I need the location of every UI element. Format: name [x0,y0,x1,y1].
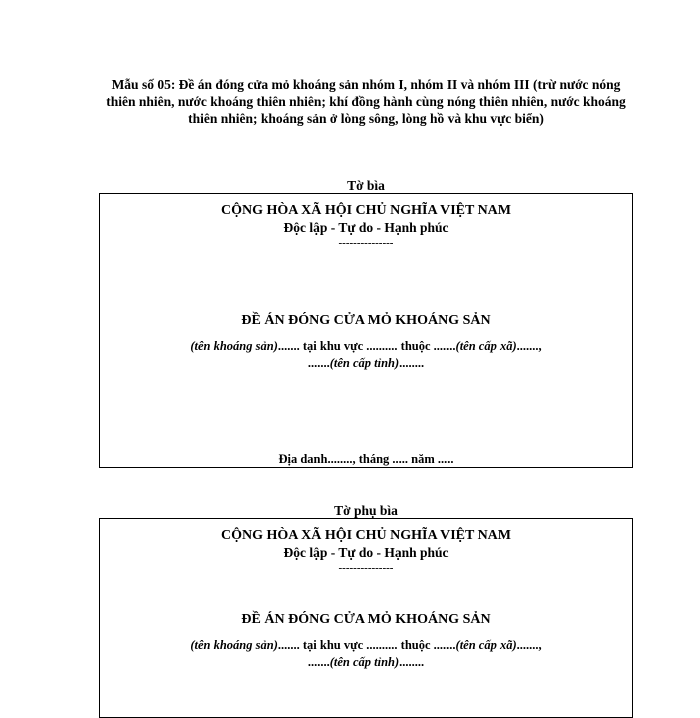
cover-document-title: ĐỀ ÁN ĐÓNG CỬA MỎ KHOÁNG SẢN [241,313,491,328]
cover-frame [99,193,633,468]
cover-mineral-name-placeholder: (tên khoáng sản) [190,339,278,353]
cover-desc-prefix: ....... [307,356,330,370]
subcover-area-text: ....... tại khu vực .......... thuộc ....... [277,638,456,652]
cover-desc-suffix: ......., [516,339,542,353]
subcover-province-placeholder: (tên cấp tỉnh) [329,655,400,669]
cover-motto: Độc lập - Tự do - Hạnh phúc [283,220,449,235]
cover-place-date: Địa danh........, tháng ..... năm ..... [278,452,454,466]
subcover-commune-placeholder: (tên cấp xã) [455,638,517,652]
subcover-desc-end: ........ [399,655,425,669]
cover-divider: --------------- [338,237,394,249]
subcover-document-title: ĐỀ ÁN ĐÓNG CỬA MỎ KHOÁNG SẢN [241,612,491,627]
cover-desc-end: ........ [399,356,425,370]
cover-description-line-1 [100,339,632,354]
subcover-desc-prefix: ....... [307,655,330,669]
subcover-description-line-1 [100,638,632,653]
cover-label: Tờ bìa [347,178,385,193]
form-title: Mẫu số 05: Đề án đóng cửa mỏ khoáng sản nhóm I, nhóm II và nhóm III (trừ nước nóng thiên nhiên, nước khoáng thiên nhiên; khí đồng hành cùng nóng thiên nhiên, nước khoáng thiên nhiên; khoáng sản ở lòng sông, lòng hồ và khu vực biển) [106,77,626,126]
subcover-frame [99,518,633,718]
subcover-mineral-name-placeholder: (tên khoáng sản) [190,638,278,652]
cover-province-placeholder: (tên cấp tỉnh) [329,356,400,370]
subcover-desc-suffix: ......., [516,638,542,652]
cover-description-line-2 [100,356,632,371]
subcover-divider: --------------- [338,562,394,574]
subcover-nation-heading: CỘNG HÒA XÃ HỘI CHỦ NGHĨA VIỆT NAM [220,528,511,543]
subcover-description-line-2 [100,655,632,670]
cover-nation-heading: CỘNG HÒA XÃ HỘI CHỦ NGHĨA VIỆT NAM [220,203,511,218]
cover-area-text: ....... tại khu vực .......... thuộc ....... [277,339,456,353]
subcover-label: Tờ phụ bìa [334,503,398,518]
subcover-motto: Độc lập - Tự do - Hạnh phúc [283,545,449,560]
cover-commune-placeholder: (tên cấp xã) [455,339,517,353]
